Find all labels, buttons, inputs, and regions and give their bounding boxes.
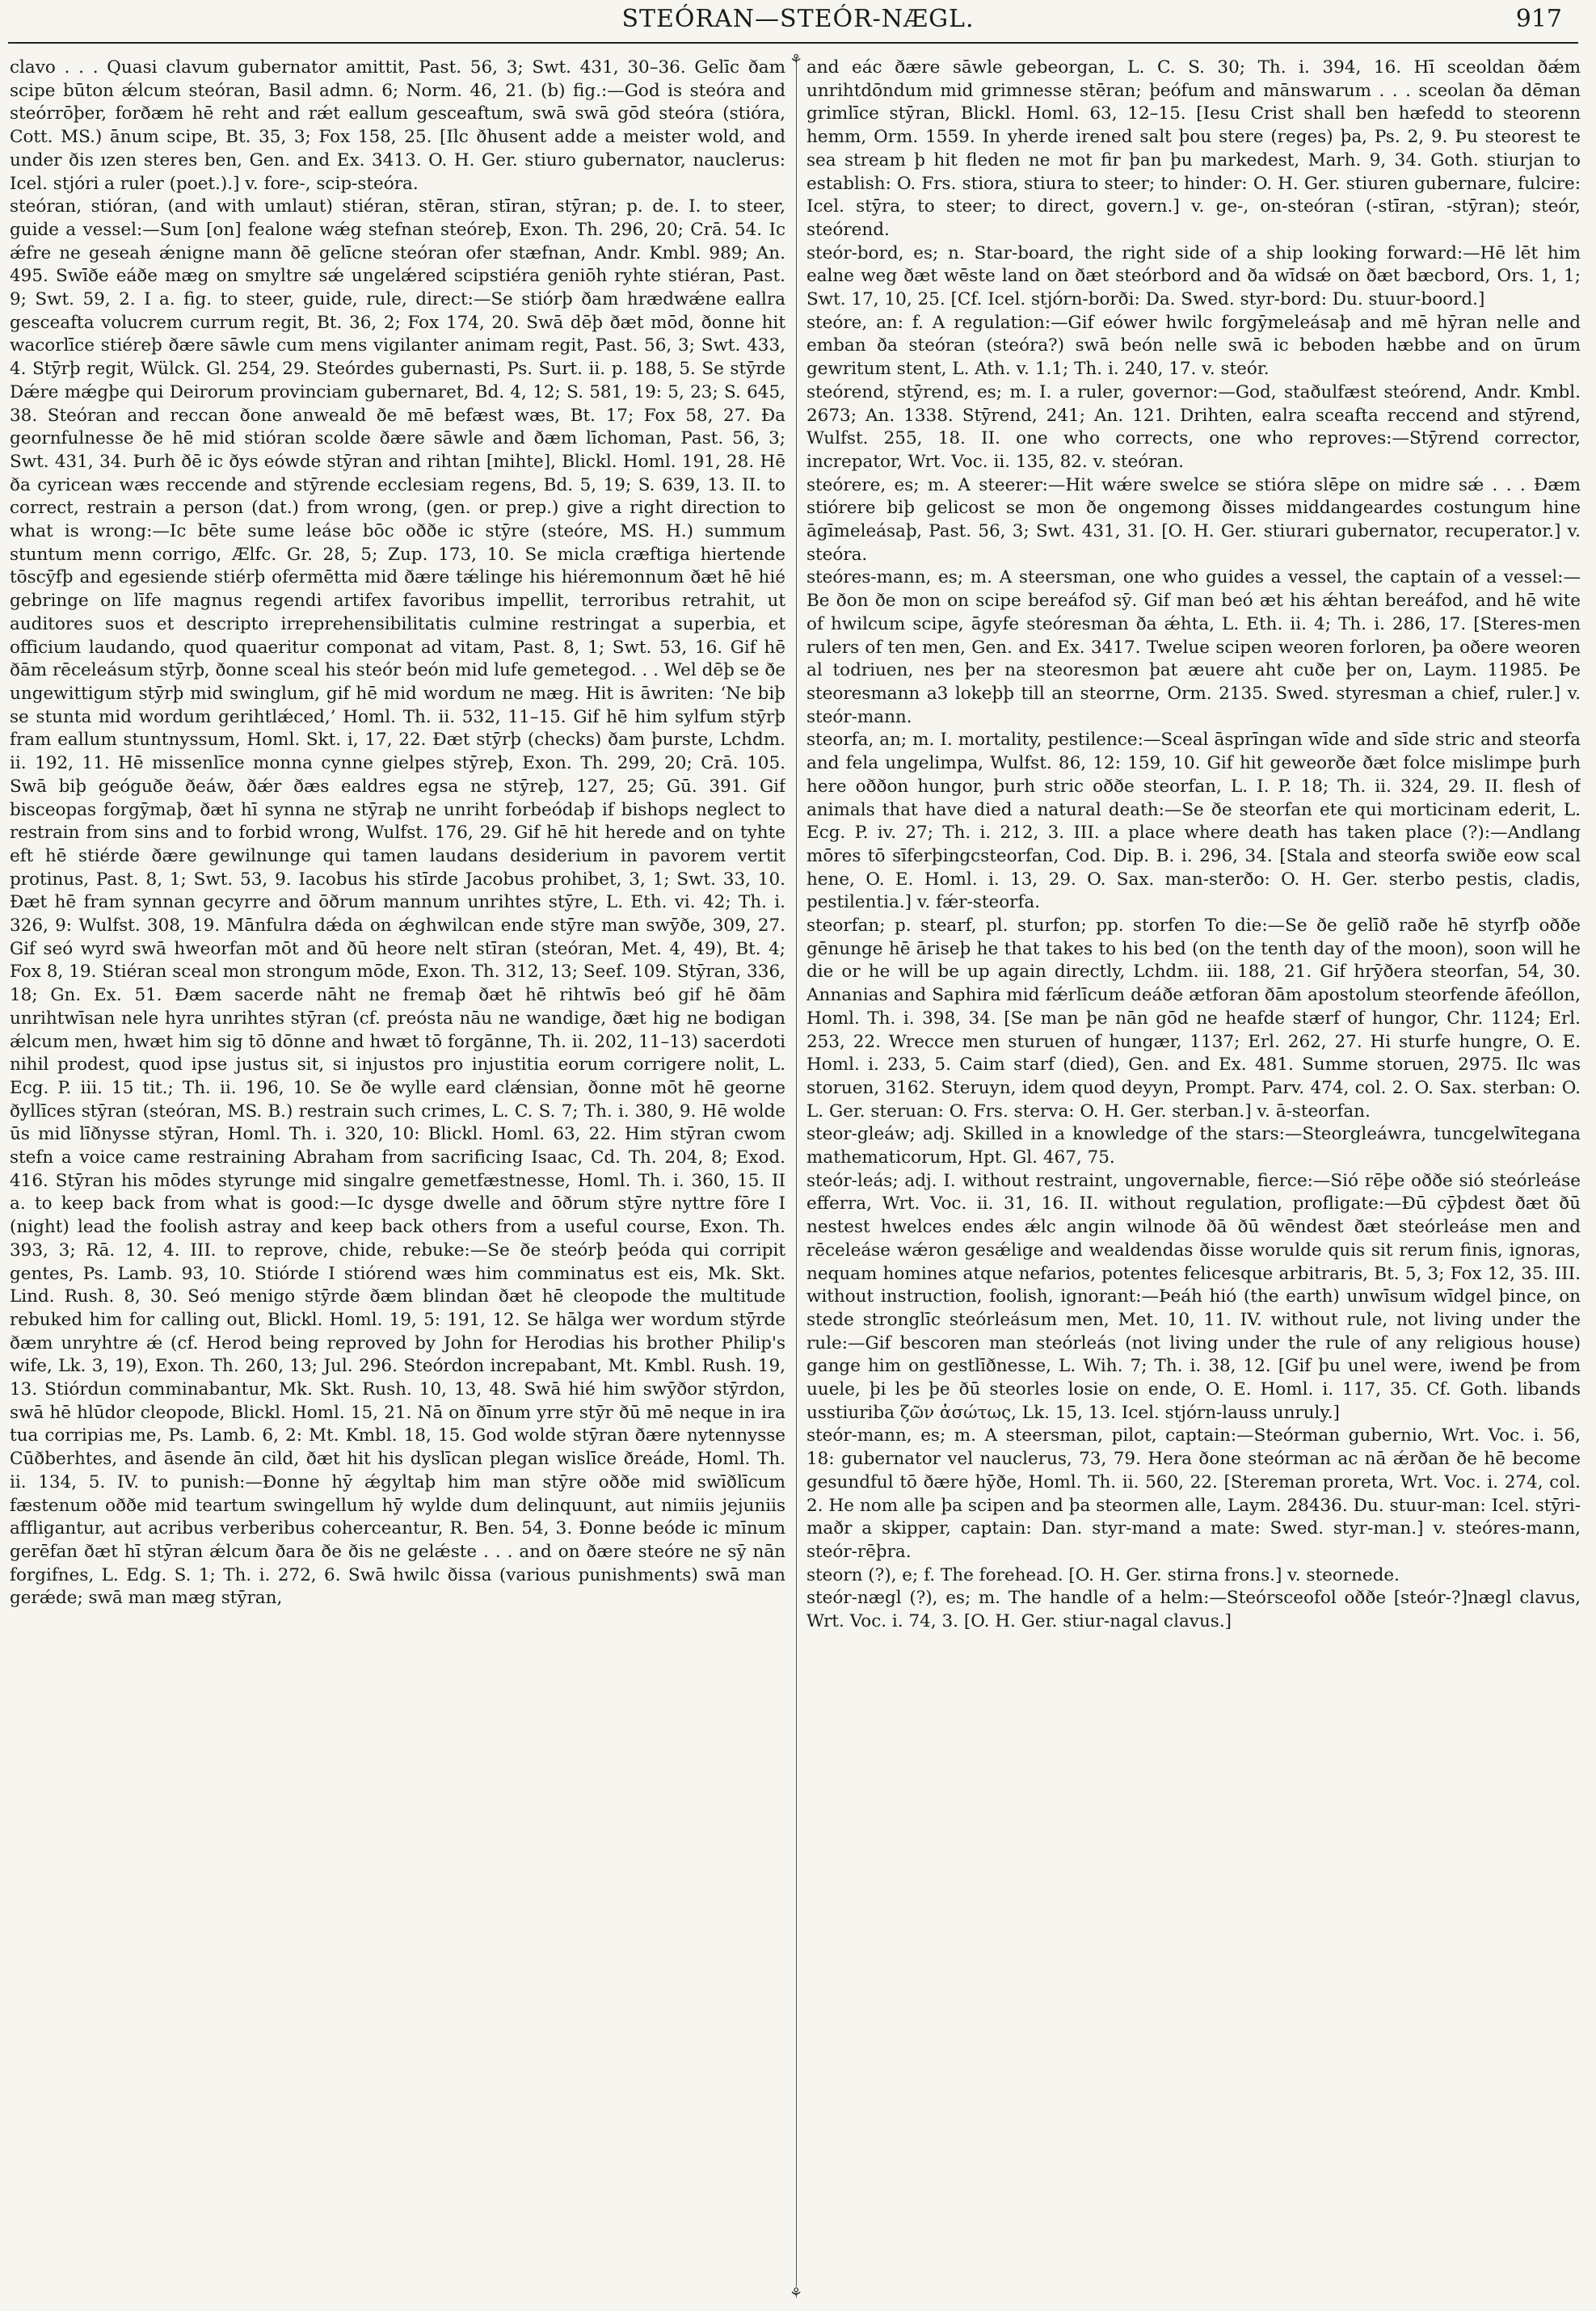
entry-steorfa: steorfa, an; m. I. mortality, pestilence:—Sceal āsprīngan wīde and sīde stric and steorfa and fela ungelimpa, Wulfst. 86, 12: 159, 10. Gif hit geweorðe ðæt folce mislimpe þurh here oððon hungor, þurh stric oððe steorfan, L. I. P. 18; Th. ii. 324, 29. II. flesh of animals that have died a natural death:—Se ðe steorfan ete qui morticinam ederit, L. Ecg. P. iv. 27; Th. i. 212, 3. III. a place where death has taken place (?):—Andlang mōres tō sīferþingcsteorfan, Cod. Dip. B. i. 296, 34. [Stala and steorfa swiðe eow scal hene, O. E. Homl. i. 13, 29. O. Sax. man-sterðo: O. H. Ger. sterbo pestis, cladis, pestilentia.] v. fǽr-steorfa.	[806, 730, 1581, 913]
running-title: STEÓRAN—STEÓR-NÆGL.	[621, 5, 975, 33]
entry-steorfan: steorfan; p. stearf, pl. sturfon; pp. storfen To die:—Se ðe gelīð raðe hē styrfþ oððe gēnunge hē āriseþ he that takes to his bed (on the tenth day of the moon), soon will he die or he will be up again directly, Lchdm. iii. 188, 21. Gif hrȳðera steorfan, 54, 30. Annanias and Saphira mid fǽrlīcum deáðe ætforan ðām apostolum steorfende āfeóllon, Homl. Th. i. 398, 34. [Se man þe nān gōd ne heafde stærf of hungor, Chr. 1124; Erl. 253, 22. Wrecce men sturuen of hungær, 1137; Erl. 262, 27. Hi sturfe hungre, O. E. Homl. i. 233, 5. Caim starf (died), Gen. and Ex. 481. Summe storuen, 2975. Ilc was storuen, 3162. Steruyn, idem quod deyyn, Prompt. Parv. 474, col. 2. O. Sax. sterban: O. L. Ger. steruan: O. Frs. sterva: O. H. Ger. sterban.] v. ā-steorfan.	[806, 916, 1581, 1122]
entry-steoran: steóran, stióran, (and with umlaut) stiéran, stēran, stīran, stȳran; p. de. I. to steer, guide a vessel:—Sum [on] fealone wǽg stefnan steóreþ, Exon. Th. 296, 20; Crā. 54. Ic ǽfre ne geseah ǽnigne mann ðē gelīcne steóran ofer stæfnan, Andr. Kmbl. 989; An. 495. Swīðe eáðe mæg on smyltre sǽ ungelǽred scipstiéra geniōh ryhte stiéran, Past. 9; Swt. 59, 2. I a. fig. to steer, guide, rule, direct:—Se stiórþ ðam hrædwǽne eallra gesceafta volucrem currum regit, Bt. 36, 2; Fox 174, 20. Swā dēþ ðæt mōd, ðonne hit wacorlīce stiéreþ ðære sāwle cum mens vigilanter animam regit, Past. 56, 3; Swt. 433, 4. Stȳrþ regit, Wülck. Gl. 254, 29. Steórdes gubernasti, Ps. Surt. ii. p. 188, 5. Se stȳrde Dǽre mǽgþe qui Deirorum provinciam gubernaret, Bd. 4, 12; S. 581, 19: 5, 23; S. 645, 38. Steóran and reccan ðone anweald ðe mē befæst wæs, Bt. 17; Fox 58, 27. Ða geornfulnesse ðe hē mid stióran scolde ðære sāwle and ðæm līchoman, Past. 56, 3; Swt. 431, 34. Þurh ðē ic ðys eówde stȳran and rihtan [mihte], Blickl. Homl. 191, 28. Hē ða cyricean wæs reccende and stȳrende ecclesiam regens, Bd. 5, 19; S. 639, 13. II. to correct, restrain a person (dat.) from wrong, (gen. or prep.) give a right direction to what is wrong:—Ic bēte sume leáse bōc oððe ic stȳre (steóre, MS. H.) summum stuntum menn corrigo, Ælfc. Gr. 28, 5; Zup. 173, 10. Se micla cræftiga hiertende tōscȳfþ and egesiende stiérþ ofermētta mid ðære tǽlinge his hiéremonnum ðæt hē hié gebringe on līfe magnus regendi artifex favoribus impellit, terroribus retrahit, ut auditores suos et descripto irreprehensibilitatis culmine restringat a superbia, et officium laudando, quod quaeritur componat ad vitam, Past. 8, 1; Swt. 53, 16. Gif hē ðām rēceleásum stȳrþ, ðonne sceal his steór beón mid lufe gemetegod. . . Wel dēþ se ðe ungewittigum stȳrþ mid swinglum, gif hē mid wordum ne mæg. Hit is āwriten: ‘Ne biþ se stunta mid wordum gerihtlǽced,’ Homl. Th. ii. 532, 11–15. Gif hē him sylfum stȳrþ fram eallum stuntnyssum, Homl. Skt. i, 17, 22. Ðæt stȳrþ (checks) ðam þurste, Lchdm. ii. 192, 11. Hē missenlīce monna cynne gielpes stȳreþ, Exon. Th. 299, 20; Crā. 105. Swā biþ geóguðe ðeáw, ðǽr ðæs ealdres egsa ne stȳreþ, 127, 25; Gū. 391. Gif bisceopas forgȳmaþ, ðæt hī synna ne stȳraþ ne unriht forbeódaþ if bishops neglect to restrain from sins and to forbid wrong, Wulfst. 176, 29. Gif hē hit herede and on tyhte eft hē stiérde ðære gewilnunge qui tamen laudans desiderium in pavorem vertit protinus, Past. 8, 1; Swt. 53, 9. Iacobus his stīrde Jacobus prohibet, 3, 1; Swt. 33, 10. Ðæt hē fram synnan gecyrre and ōðrum mannum unrihtes stȳre, L. Eth. vi. 42; Th. i. 326, 9: Wulfst. 308, 19. Mānfulra dǽda on ǽghwilcan ende stȳre man swȳðe, 309, 27. Gif seó wyrd swā hweorfan mōt and ðū heore nelt stīran (steóran, Met. 4, 49), Bt. 4; Fox 8, 19. Stiéran sceal mon strongum mōde, Exon. Th. 312, 13; Seef. 109. Stȳran, 336, 18; Gn. Ex. 51. Ðæm sacerde nāht ne fremaþ ðæt hē rihtwīs beó gif hē ðām unrihtwīsan nele hyra unrihtes stȳran (cf. preósta nāu ne wandige, ðæt hig ne bodigan ǽlcum men, hwæt him sig tō dōnne and hwæt tō forgānne, Th. ii. 202, 11–13) sacerdoti nihil prodest, quod ipse justus sit, si injustos pro injustitia eorum corrigere nolit, L. Ecg. P. iii. 15 tit.; Th. ii. 196, 10. Se ðe wylle eard clǽnsian, ðonne mōt hē georne ðyllīces stȳran (steóran, MS. B.) restrain such crimes, L. C. S. 7; Th. i. 380, 9. Hē wolde ūs mid līðnysse stȳran, Homl. Th. i. 320, 10: Blickl. Homl. 63, 22. Him stȳran cwom stefn a voice came restraining Abraham from sacrificing Isaac, Cd. Th. 204, 8; Exod. 416. Stȳran his mōdes styrunge mid singalre gemetfæstnesse, Homl. Th. i. 360, 15. II a. to keep back from what is good:—Ic dysge dwelle and ōðrum stȳre nyttre fōre I (night) lead the foolish astray and keep back others from a useful course, Exon. Th. 393, 3; Rā. 12, 4. III. to reprove, chide, rebuke:—Se ðe steórþ þeóda qui corripit gentes, Ps. Lamb. 93, 10. Stiórde I stiórend wæs him comminatus est eis, Mk. Skt. Lind. Rush. 8, 30. Seó menigo stȳrde ðæm blindan ðæt hē cleopode the multitude rebuked him for calling out, Blickl. Homl. 19, 5: 191, 12. Se hālga wer wordum stȳrde ðæm unryhtre ǽ (cf. Herod being reproved by John for Herodias his brother Philip's wife, Lk. 3, 19), Exon. Th. 260, 13; Jul. 296. Steórdon increpabant, Mt. Kmbl. Rush. 19, 13. Stiórdun comminabantur, Mk. Skt. Rush. 10, 13, 48. Swā hié him swȳðor stȳrdon, swā hē hlūdor cleopode, Blickl. Homl. 15, 21. Nā on ðīnum yrre stȳr ðū mē neque in ira tua corripias me, Ps. Lamb. 6, 2: Mt. Kmbl. 18, 15. God wolde stȳran ðære nytennysse Cūðberhtes, and āsende ān cild, ðæt hit his dyslīcan plegan wislīce ðreáde, Homl. Th. ii. 134, 5. IV. to punish:—Ðonne hȳ ǽgyltaþ him man stȳre oððe mid swīðlīcum fæstenum oððe mid teartum swingellum hȳ wylde dum delinquunt, aut nimiis jejuniis affligantur, aut acribus verberibus coherceantur, R. Ben. 54, 3. Ðonne beóde ic mīnum gerēfan ðæt hī stȳran ǽlcum ðara ðe ðis ne gelǽste . . . and on ðære steóre ne sȳ nān forgifnes, L. Edg. S. 1; Th. i. 272, 6. Swā hwilc ðissa (various punishments) swā man gerǽde; swā man mæg stȳran,	[10, 196, 785, 1609]
entry-steora-continued: clavo . . . Quasi clavum gubernator amittit, Past. 56, 3; Swt. 431, 30–36. Gelīc ðam scipe būton ǽlcum steóran, Basil admn. 6; Norm. 46, 21. (b) fig.:—God is steóra and steórrōþer, forðæm hē reht and rǽt eallum gesceaftum, swā swā gōd steóra (stióra, Cott. MS.) ānum scipe, Bt. 35, 3; Fox 158, 25. [Ilc ðhusent adde a meister wold, and under ðis ızen steres ben, Gen. and Ex. 3413. O. H. Ger. stiuro gubernator, nauclerus: Icel. stjóri a ruler (poet.).] v. fore-, scip-steóra.	[10, 57, 785, 194]
entry-steore: steóre, an: f. A regulation:—Gif eówer hwilc forgȳmeleásaþ and mē hȳran nelle and emban ða steóran (steóra?) swā beón nelle swā ic beboden hæbbe and on ūrum gewritum stent, L. Ath. v. 1.1; Th. i. 240, 17. v. steór.	[806, 312, 1581, 380]
entry-steor-gleaw: steor-gleáw; adj. Skilled in a knowledge of the stars:—Steorgleáwra, tuncgelwītegana mathematicorum, Hpt. Gl. 467, 75.	[806, 1124, 1581, 1168]
entry-steor-bord: steór-bord, es; n. Star-board, the right side of a ship looking forward:—Hē lēt him ealne weg ðæt wēste land on ðæt steórbord and ða wīdsǽ on ðæt bæcbord, Ors. 1, 1; Swt. 17, 10, 25. [Cf. Icel. stjórn-borði: Da. Swed. styr-bord: Du. stuur-boord.]	[806, 242, 1581, 310]
right-column	[806, 57, 1581, 2300]
entry-steoran-continued: and eác ðære sāwle gebeorgan, L. C. S. 30; Th. i. 394, 16. Hī sceoldan ðǽm unrihtdōndum mid grimnesse stēran; þeófum and mānswarum . . . sceolan ða dēman grimlīce stȳran, Blickl. Homl. 63, 12–15. [Iesu Crist shall ben hæfedd to steorenn hemm, Orm. 1559. In yherde irened salt þou stere (reges) þa, Ps. 2, 9. Þu steorest te sea stream þ hit fleden ne mot fir þan þu markedest, Marh. 9, 34. Goth. stiurjan to establish: O. Frs. stiora, stiura to steer; to hinder: O. H. Ger. stiuren gubernare, fulcire: Icel. stȳra, to steer; to direct, govern.] v. ge-, on-steóran (-stīran, -stȳran); steór, steórend.	[806, 57, 1581, 240]
entry-steorere: steórere, es; m. A steerer:—Hit wǽre swelce se stióra slēpe on midre sǽ . . . Ðæm stiórere biþ gelicost se mon ðe ongemong ðisses middangeardes costungum hine āgīmeleásaþ, Past. 56, 3; Swt. 431, 31. [O. H. Ger. stiurari gubernator, recuperator.] v. steóra.	[806, 474, 1581, 565]
gutter-ornament-bottom: ⚘	[790, 2285, 803, 2302]
left-column	[10, 57, 785, 2300]
entry-steorn: steorn (?), e; f. The forehead. [O. H. Ger. stirna frons.] v. steornede.	[806, 1564, 1400, 1585]
entry-steor-mann: steór-mann, es; m. A steersman, pilot, captain:—Steórman gubernio, Wrt. Voc. i. 56, 18: gubernator vel nauclerus, 73, 79. Hera ðone steórman ac nā ǽrðan ðe hē become gesundful tō ðære hȳðe, Homl. Th. ii. 560, 22. [Stereman proreta, Wrt. Voc. i. 274, col. 2. He nom alle þa scipen and þa steormen alle, Laym. 28436. Du. stuur-man: Icel. stȳri-maðr a skipper, captain: Dan. styr-mand a mate: Swed. styr-man.] v. steóres-mann, steór-rēþra.	[806, 1425, 1581, 1562]
entry-steorend: steórend, stȳrend, es; m. I. a ruler, governor:—God, staðulfæst steórend, Andr. Kmbl. 2673; An. 1338. Stȳrend, 241; An. 121. Drihten, ealra sceafta reccend and stȳrend, Wulfst. 255, 18. II. one who corrects, one who reproves:—Stȳrend corrector, increpator, Wrt. Voc. ii. 135, 82. v. steóran.	[806, 381, 1581, 472]
column-divider	[796, 57, 797, 2287]
entry-steor-leas: steór-leás; adj. I. without restraint, ungovernable, fierce:—Sió rēþe oððe sió steórleáse efferra, Wrt. Voc. ii. 31, 16. II. without regulation, profligate:—Ðū cȳþdest ðæt ðū nestest hwelces endes ǽlc angin wilnode ðā ðū wēndest ðæt steórleáse men and rēceleáse wǽron gesǽlige and wealdendas ðisse worulde quis sit rerum finis, ignoras, nequam homines atque nefarios, potentes felicesque arbitraris, Bt. 5, 3; Fox 12, 35. III. without instruction, foolish, ignorant:—Þeáh hió (the earth) unwīsum wīdgel þince, on stede stronglīc steórleásum men, Met. 10, 11. IV. without rule, not living under the rule:—Gif bescoren man steórleás (not living under the rule of any religious house) gange him on gestlīðnesse, L. Wih. 7; Th. i. 38, 12. [Gif þu unel were, iwend þe from uuele, þi les þe ðū steorles losie on ende, O. E. Homl. i. 117, 35. Cf. Goth. libands usstiuriba ζῶν ἀσώτως, Lk. 15, 13. Icel. stjórn-lauss unruly.]	[806, 1170, 1581, 1423]
page-number: 917	[1515, 5, 1562, 33]
page-header	[0, 0, 1596, 45]
entry-steor-naegl: steór-nægl (?), es; m. The handle of a helm:—Steórsceofol oððe [steór-?]nægl clavus, Wrt. Voc. i. 74, 3. [O. H. Ger. stiur-nagal clavus.]	[806, 1588, 1581, 1632]
gutter-ornament-top: ⚘	[790, 52, 803, 69]
header-rule	[8, 42, 1578, 44]
entry-steores-mann: steóres-mann, es; m. A steersman, one who guides a vessel, the captain of a vessel:—Be ðon ðe mon on scipe bereáfod sȳ. Gif man beó æt his ǽhtan bereáfod, and hē wite of hwilcum scipe, āgyfe steóresman ða ǽhta, L. Eth. ii. 4; Th. i. 286, 17. [Steres-men rulers of ten men, Gen. and Ex. 3417. Twelue scipen weoren forloren, þa oðere weoren al todriuen, nes þer na steoresmon þat æuere aht cuðe þer on, Laym. 11985. Þe steoresmann a3 lokeþþ till an steorrne, Orm. 2135. Swed. styresman a chief, ruler.] v. steór-mann.	[806, 567, 1581, 727]
